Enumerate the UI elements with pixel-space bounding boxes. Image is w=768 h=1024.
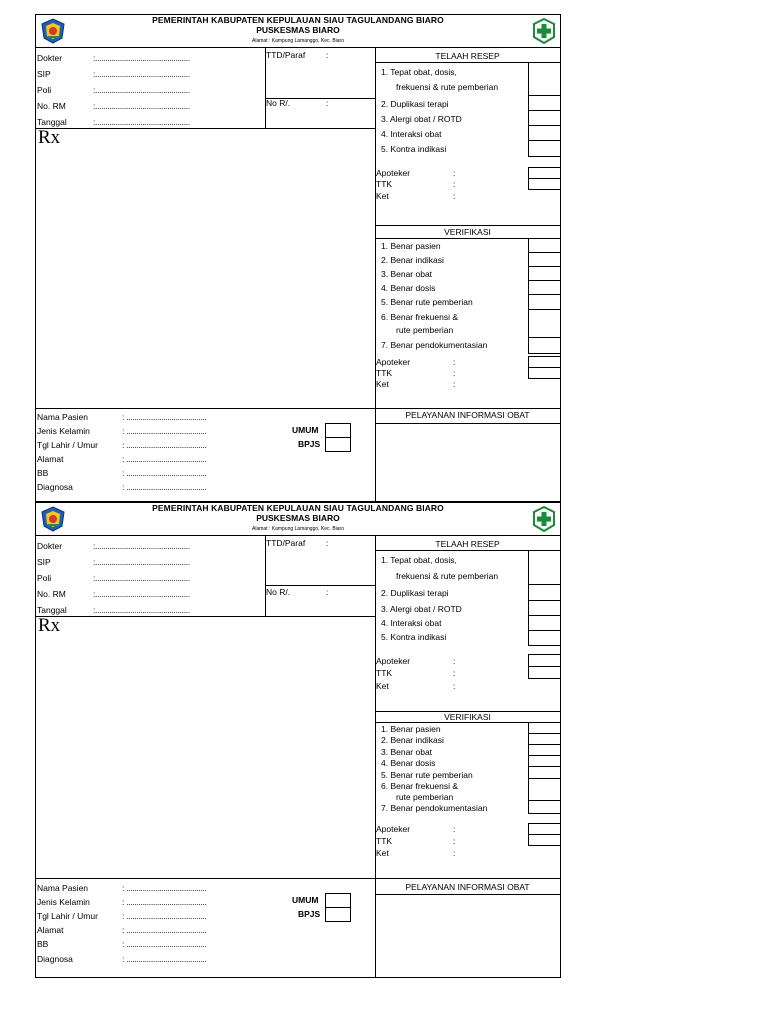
no-rm-label: No. RM [37,101,66,111]
verifikasi-item: 5. Benar rute pemberian [381,770,473,780]
apoteker-colon: : [453,168,456,178]
alamat-field[interactable]: : ....................................... [122,454,207,464]
puskesmas-logo-icon [532,18,556,44]
verifikasi-item: 6. Benar frekuensi & [381,312,459,322]
verifikasi-checkbox[interactable] [528,280,561,295]
bpjs-checkbox[interactable] [325,437,351,452]
verifikasi-item: 4. Benar dosis [381,283,436,293]
doctor-field[interactable]: :.............................................. [93,541,190,551]
verifikasi-checkbox[interactable] [528,266,561,281]
telaah-checkbox[interactable] [528,615,561,631]
tanggal-label: Tanggal [37,605,67,615]
umum-label: UMUM [292,425,319,435]
poli-field[interactable]: :.............................................. [93,573,190,583]
ttd-paraf-label: TTD/Paraf [266,538,306,548]
verifikasi-item: 7. Benar pendokumentasian [381,340,488,350]
tgl-lahir-field[interactable]: : ....................................... [122,911,207,921]
alamat-label: Alamat [37,925,64,935]
sip-field[interactable]: :.............................................. [93,69,190,79]
ket-colon: : [453,681,456,691]
ttd-colon: : [326,538,329,548]
apoteker-colon: : [453,357,456,367]
ttk-label: TTK [376,668,393,678]
telaah-checkbox[interactable] [528,125,561,141]
verifikasi-item: 3. Benar obat [381,747,433,757]
verifikasi-item: 6. Benar frekuensi & [381,781,459,791]
header-puskesmas-title: PUSKESMAS BIARO [256,513,340,523]
jenis-kelamin-field[interactable]: : ....................................... [122,897,207,907]
telaah-item: 4. Interaksi obat [381,129,442,139]
verifikasi-item: 7. Benar pendokumentasian [381,803,488,813]
ttk-label: TTK [376,179,393,189]
telaah-checkbox[interactable] [528,140,561,157]
telaah-item: 5. Kontra indikasi [381,632,447,642]
tgl-lahir-label: Tgl Lahir / Umur [37,911,98,921]
apoteker-label: Apoteker [376,168,411,178]
diagnosa-field[interactable]: : ....................................... [122,954,207,964]
no-r-colon: : [326,98,329,108]
alamat-field[interactable]: : ....................................... [122,925,207,935]
jenis-kelamin-label: Jenis Kelamin [37,426,90,436]
ttd-nor-divider [265,585,375,586]
telaah-item: 2. Duplikasi terapi [381,588,449,598]
header-address: Alamat : Kampung Lamanggo, Kec. Biaro [252,38,344,44]
jenis-kelamin-field[interactable]: : ....................................... [122,426,207,436]
telaah-item: 4. Interaksi obat [381,618,442,628]
ket-colon: : [453,379,456,389]
ttk-label: TTK [376,368,393,378]
no-rm-field[interactable]: :.............................................. [93,101,190,111]
telaah-item: 2. Duplikasi terapi [381,99,449,109]
verifikasi-item: 3. Benar obat [381,269,433,279]
telaah-item: 5. Kontra indikasi [381,144,447,154]
ket-label: Ket [376,379,389,389]
telaah-item: 1. Tepat obat, dosis, [381,67,457,77]
verifikasi-item: 1. Benar pasien [381,241,441,251]
telaah-item: 3. Alergi obat / ROTD [381,114,462,124]
verifikasi-item: rute pemberian [396,325,454,335]
umum-checkbox[interactable] [325,893,351,908]
bb-field[interactable]: : ....................................... [122,468,207,478]
diagnosa-label: Diagnosa [37,954,73,964]
pio-title: PELAYANAN INFORMASI OBAT [405,882,530,892]
apoteker-colon: : [453,656,456,666]
diagnosa-field[interactable]: : ....................................... [122,482,207,492]
ttk-sign-box[interactable] [528,367,561,379]
telaah-checkbox[interactable] [528,62,561,96]
tgl-lahir-label: Tgl Lahir / Umur [37,440,98,450]
ket-label: Ket [376,848,389,858]
puskesmas-logo-icon [532,506,556,532]
rx-symbol: Rx [38,615,61,636]
tanggal-label: Tanggal [37,117,67,127]
nama-pasien-label: Nama Pasien [37,883,89,893]
prescription-form-2 [35,502,561,978]
doctor-label: Dokter [37,53,63,63]
alamat-label: Alamat [37,454,64,464]
telaah-resep-title: TELAAH RESEP [435,539,500,549]
telaah-checkbox[interactable] [528,630,561,646]
ttk-sign-box[interactable] [528,178,561,190]
verifikasi-item: 1. Benar pasien [381,724,441,734]
column-divider [375,47,376,501]
verifikasi-item: 2. Benar indikasi [381,735,444,745]
bb-label: BB [37,468,49,478]
nama-pasien-field[interactable]: : ....................................... [122,883,207,893]
ket-colon: : [453,848,456,858]
verifikasi-checkbox[interactable] [528,337,561,354]
sip-field[interactable]: :.............................................. [93,557,190,567]
bpjs-checkbox[interactable] [325,907,351,922]
tanggal-field[interactable]: :.............................................. [93,117,190,127]
header-address: Alamat : Kampung Lamanggo, Kec. Biaro [252,526,344,532]
poli-label: Poli [37,573,52,583]
no-r-label: No R/. [266,98,291,108]
apoteker-label: Apoteker [376,656,411,666]
pio-title-divider [375,423,560,424]
ttk-colon: : [453,368,456,378]
header-government-title: PEMERINTAH KABUPATEN KEPULAUAN SIAU TAGULANDANG BIARO [152,503,444,513]
verifikasi-checkbox[interactable] [528,309,561,338]
telaah-item: 3. Alergi obat / ROTD [381,604,462,614]
verifikasi-title: VERIFIKASI [444,227,491,237]
umum-label: UMUM [292,895,319,905]
verifikasi-item: rute pemberian [396,792,454,802]
verifikasi-checkbox[interactable] [528,252,561,267]
form-header [36,503,560,536]
apoteker-label: Apoteker [376,357,411,367]
bb-field[interactable]: : ....................................... [122,939,207,949]
apoteker-colon: : [453,824,456,834]
bpjs-label: BPJS [298,439,321,449]
telaah-checkbox[interactable] [528,584,561,601]
tanggal-field[interactable]: :.............................................. [93,605,190,615]
verifikasi-checkbox[interactable] [528,294,561,310]
header-government-title: PEMERINTAH KABUPATEN KEPULAUAN SIAU TAGULANDANG BIARO [152,15,444,25]
telaah-resep-title: TELAAH RESEP [435,51,500,61]
nama-pasien-field[interactable]: : ....................................... [122,412,207,422]
rx-symbol: Rx [38,127,61,148]
poli-field[interactable]: :.............................................. [93,85,190,95]
header-puskesmas-title: PUSKESMAS BIARO [256,25,340,35]
ttk-sign-box[interactable] [528,666,561,679]
form-header [36,15,560,48]
apoteker-label: Apoteker [376,824,411,834]
telaah-item: frekuensi & rute pemberian [396,82,499,92]
tgl-lahir-field[interactable]: : ....................................... [122,440,207,450]
no-rm-label: No. RM [37,589,66,599]
bpjs-label: BPJS [298,909,321,919]
telaah-item: frekuensi & rute pemberian [396,571,499,581]
patient-section-top [36,878,560,879]
ttk-colon: : [453,836,456,846]
no-rm-field[interactable]: :.............................................. [93,589,190,599]
ttk-label: TTK [376,836,393,846]
verifikasi-checkbox[interactable] [528,238,561,253]
telaah-checkbox[interactable] [528,95,561,111]
jenis-kelamin-label: Jenis Kelamin [37,897,90,907]
telaah-checkbox[interactable] [528,550,561,585]
verifikasi-checkbox[interactable] [528,800,561,814]
sip-label: SIP [37,69,51,79]
verifikasi-checkbox[interactable] [528,778,561,801]
column-divider [375,535,376,977]
telaah-item: 1. Tepat obat, dosis, [381,555,457,565]
telaah-checkbox[interactable] [528,110,561,126]
nama-pasien-label: Nama Pasien [37,412,89,422]
bb-label: BB [37,939,49,949]
prescription-form-1 [35,14,561,502]
ket-label: Ket [376,681,389,691]
no-r-colon: : [326,587,329,597]
pio-title-divider [375,894,560,895]
ttd-colon: : [326,50,329,60]
sip-label: SIP [37,557,51,567]
doctor-section-bottom [36,128,375,129]
verifikasi-item: 4. Benar dosis [381,758,436,768]
ttk-colon: : [453,668,456,678]
no-r-label: No R/. [266,587,291,597]
diagnosa-label: Diagnosa [37,482,73,492]
patient-section-top [36,408,560,409]
ttd-paraf-label: TTD/Paraf [266,50,306,60]
telaah-checkbox[interactable] [528,600,561,616]
doctor-label: Dokter [37,541,63,551]
ttk-colon: : [453,179,456,189]
ttk-sign-box[interactable] [528,834,561,846]
poli-label: Poli [37,85,52,95]
verifikasi-item: 5. Benar rute pemberian [381,297,473,307]
umum-checkbox[interactable] [325,423,351,438]
verifikasi-title: VERIFIKASI [444,712,491,722]
verifikasi-top-divider [375,225,560,226]
doctor-section-bottom [36,616,375,617]
ket-colon: : [453,191,456,201]
ket-label: Ket [376,191,389,201]
doctor-field[interactable]: :.............................................. [93,53,190,63]
pio-title: PELAYANAN INFORMASI OBAT [405,410,530,420]
verifikasi-item: 2. Benar indikasi [381,255,444,265]
